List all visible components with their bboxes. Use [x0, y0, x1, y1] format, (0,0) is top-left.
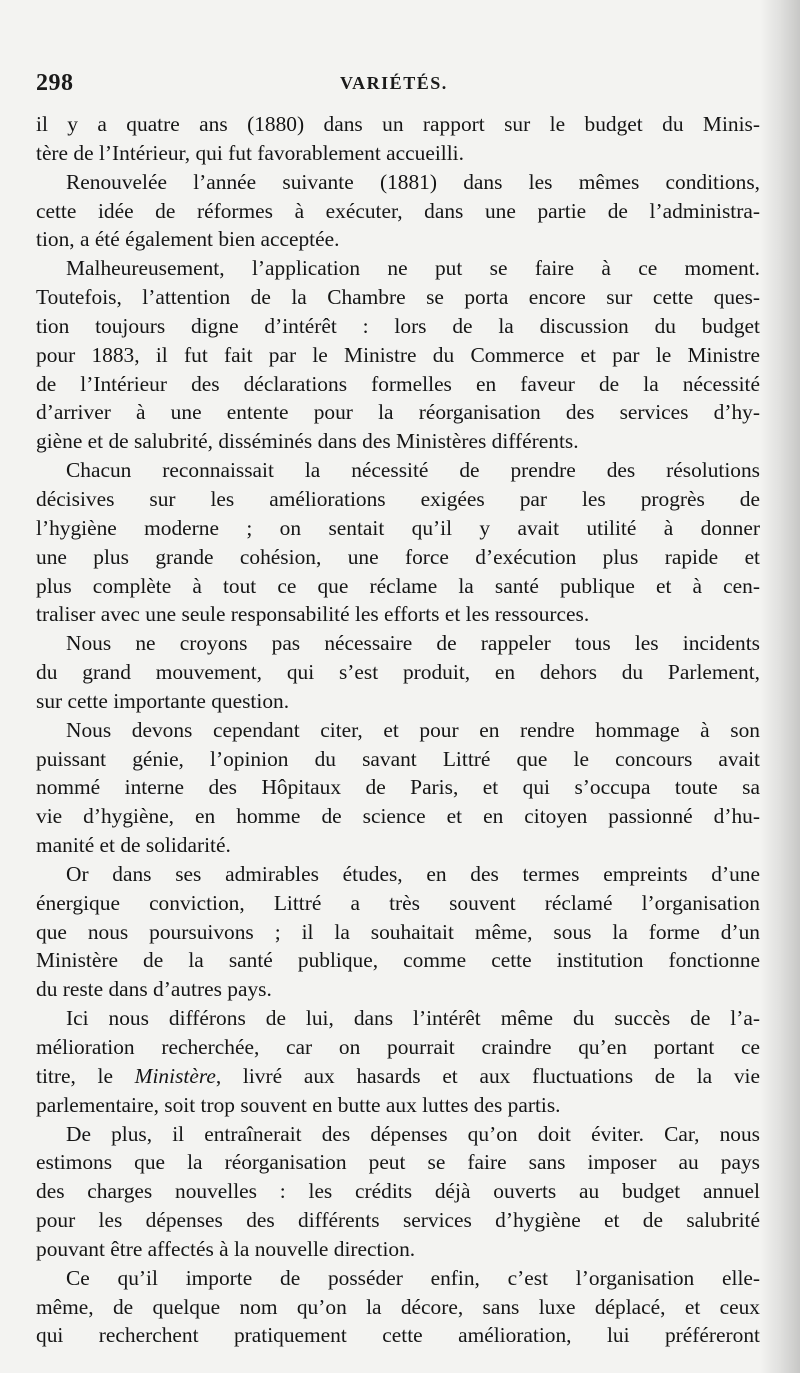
text-line: manité et de solidarité. — [36, 833, 231, 858]
text-line: mélioration recherchée, car on pourrait craindre qu’en portant ce — [36, 1035, 760, 1059]
paragraph — [36, 1004, 760, 1119]
paragraph — [36, 168, 760, 255]
text-line: tère de l’Intérieur, qui fut favorablement accueilli. — [36, 140, 464, 165]
text-line: décisives sur les améliorations exigées par les progrès de — [36, 486, 760, 511]
text-line: qui recherchent pratiquement cette amélioration, lui préféreront — [36, 1323, 760, 1348]
text-line: du reste dans d’autres pays. — [36, 977, 272, 1002]
text-line: pouvant être affectés à la nouvelle direction. — [36, 1236, 416, 1261]
paragraph — [36, 110, 760, 168]
paragraph — [36, 716, 760, 860]
text-line: giène et de salubrité, disséminés dans des Ministères différents. — [36, 429, 579, 454]
text-line: parlementaire, soit trop souvent en butte aux luttes des partis. — [36, 1092, 561, 1117]
text-line: pour 1883, il fut fait par le Ministre du Commerce et par le Ministre — [36, 342, 760, 367]
text-line: il y a quatre ans (1880) dans un rapport sur le budget du Minis- — [36, 112, 760, 136]
text-line: Or dans ses admirables études, en des termes empreints d’une — [66, 861, 760, 886]
paragraph — [36, 860, 760, 1004]
text-line: du grand mouvement, qui s’est produit, en dehors du Parlement, — [36, 660, 760, 685]
paragraph — [36, 254, 760, 456]
text-line: nommé interne des Hôpitaux de Paris, et qui s’occupa toute sa — [36, 775, 760, 800]
text-line: estimons que la réorganisation peut se faire sans imposer au pays — [36, 1150, 760, 1175]
text-line: titre, le Ministère, livré aux hasards et aux fluctuations de la vie — [36, 1063, 760, 1088]
text-line: Ici nous différons de lui, dans l’intérêt même du succès de l’a- — [66, 1006, 760, 1031]
page-number: 298 — [36, 70, 74, 96]
paragraph — [36, 1120, 760, 1264]
text-line: Toutefois, l’attention de la Chambre se porta encore sur cette ques- — [36, 285, 760, 310]
paragraph — [36, 629, 760, 716]
body-text — [36, 110, 760, 1350]
paragraph — [36, 456, 760, 629]
text-line: l’hygiène moderne ; on sentait qu’il y avait utilité à donner — [36, 515, 760, 540]
text-line: tion toujours digne d’intérêt : lors de la discussion du budget — [36, 313, 760, 338]
text-line: Malheureusement, l’application ne put se faire à ce moment. — [66, 256, 760, 281]
text-line: d’arriver à une entente pour la réorganisation des services d’hy- — [36, 400, 760, 425]
text-line: pour les dépenses des différents services d’hygiène et de salubrité — [36, 1208, 760, 1233]
text-line: Ce qu’il importe de posséder enfin, c’est l’organisation elle- — [66, 1265, 760, 1290]
text-line: cette idée de réformes à exécuter, dans une partie de l’administra- — [36, 198, 760, 223]
text-line: des charges nouvelles : les crédits déjà ouverts au budget annuel — [36, 1179, 760, 1204]
text-line: traliser avec une seule responsabilité les efforts et les ressources. — [36, 602, 590, 627]
text-line: que nous poursuivons ; il la souhaitait même, sous la forme d’un — [36, 919, 760, 944]
text-line: vie d’hygiène, en homme de science et en citoyen passionné d’hu- — [36, 804, 760, 829]
text-line: de l’Intérieur des déclarations formelles en faveur de la nécessité — [36, 371, 760, 396]
text-line: Nous ne croyons pas nécessaire de rappeler tous les incidents — [66, 631, 760, 656]
page-header — [36, 70, 756, 100]
text-line: sur cette importante question. — [36, 688, 290, 713]
text-line: Chacun reconnaissait la nécessité de prendre des résolutions — [66, 458, 760, 483]
text-line: puissant génie, l’opinion du savant Littré que le concours avait — [36, 746, 760, 771]
paragraph — [36, 1264, 760, 1351]
running-title: VARIÉTÉS. — [340, 73, 448, 93]
text-line: Ministère de la santé publique, comme cette institution fonctionne — [36, 948, 760, 973]
text-line: même, de quelque nom qu’on la décore, sans luxe déplacé, et ceux — [36, 1294, 760, 1319]
text-line: Renouvelée l’année suivante (1881) dans les mêmes conditions, — [66, 169, 760, 194]
text-line: tion, a été également bien acceptée. — [36, 227, 340, 252]
text-line: Nous devons cependant citer, et pour en rendre hommage à son — [66, 717, 760, 742]
text-line: énergique conviction, Littré a très souvent réclamé l’organisation — [36, 890, 760, 915]
text-line: une plus grande cohésion, une force d’exécution plus rapide et — [36, 544, 760, 569]
text-line: plus complète à tout ce que réclame la santé publique et à cen- — [36, 573, 760, 598]
text-line: De plus, il entraînerait des dépenses qu’on doit éviter. Car, nous — [66, 1121, 760, 1146]
